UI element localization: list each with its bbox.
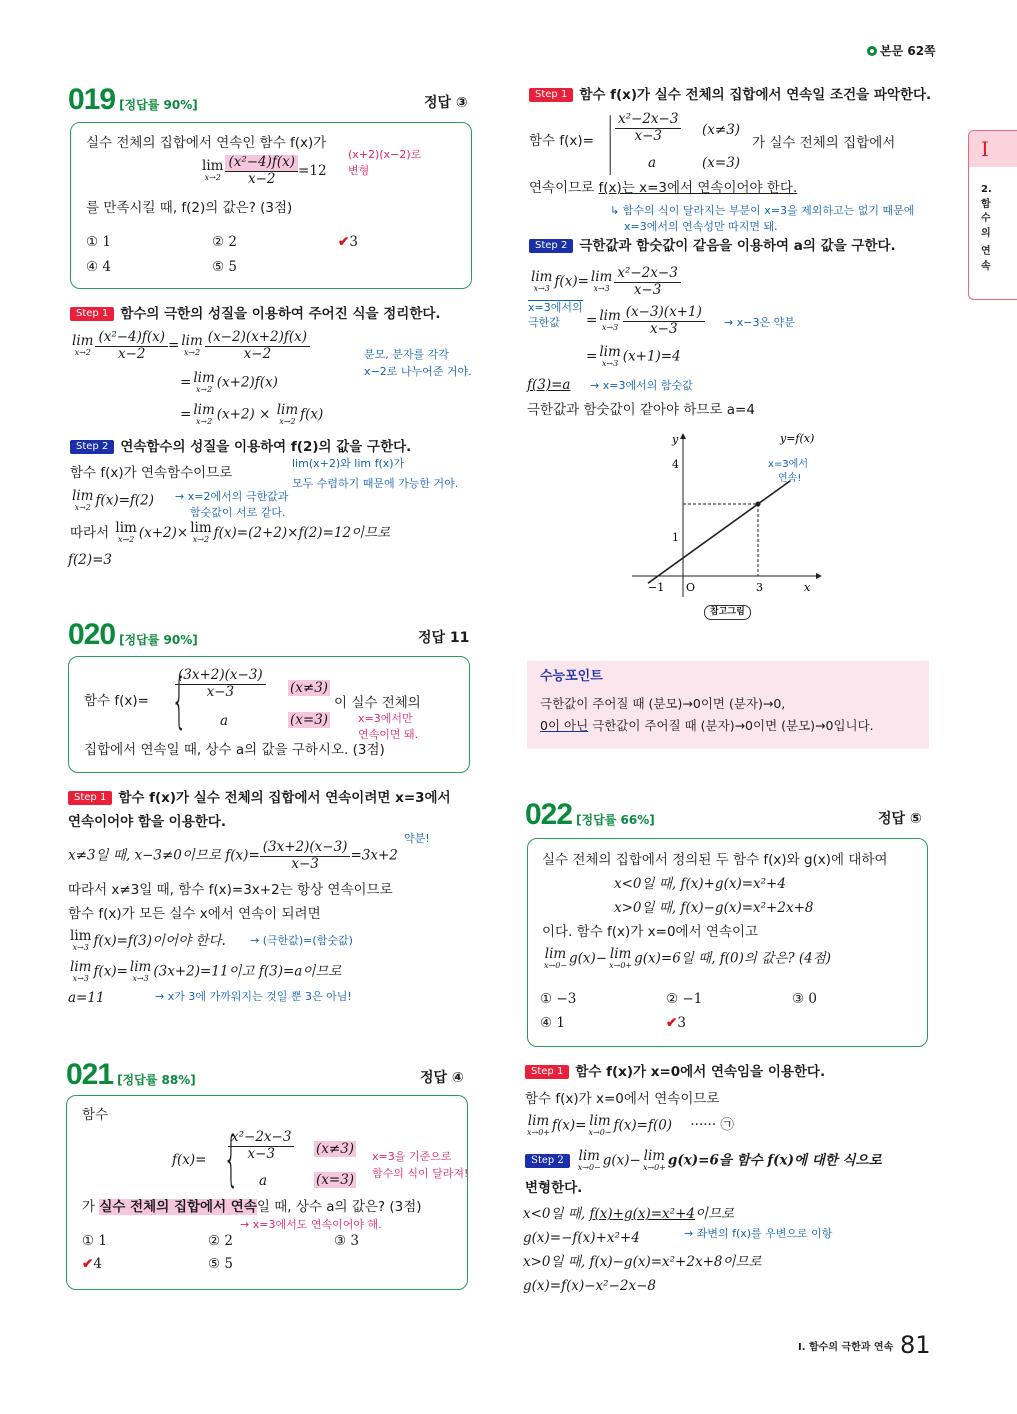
annotation: 모두 수렴하기 때문에 가능한 거야. xyxy=(292,477,459,490)
step1-heading: Step 1 함수 f(x)가 x=0에서 연속임을 이용한다. xyxy=(525,1064,825,1080)
check-icon: ✔ xyxy=(666,1015,678,1031)
x-axis-arrow xyxy=(816,573,822,579)
q019-header xyxy=(68,82,198,118)
step2-heading: Step 2 lim x→0− g(x)− lim x→0+ g(x)=6을 함수 f(x)에 대한 식으로 xyxy=(525,1150,882,1172)
tick-x-neg1: −1 xyxy=(648,581,665,594)
equation-line: lim x→2 f(x)=f(2) xyxy=(72,488,155,512)
solution-text: 함수 f(x)= xyxy=(529,133,594,149)
case-value: a xyxy=(259,1173,268,1189)
condition: (x=3) xyxy=(316,1172,355,1188)
equation-line: lim x→3 f(x)=f(3)이어야 한다. xyxy=(70,928,226,952)
equation-line: g(x)=−f(x)+x²+4 xyxy=(523,1230,640,1246)
brace: { xyxy=(171,666,187,736)
section-char: 속 xyxy=(981,260,991,272)
choice-5[interactable]: ⑤ 5 xyxy=(208,1256,233,1272)
choice-2[interactable]: ② −1 xyxy=(666,991,703,1007)
problem-text: x<0일 때, f(x)+g(x)=x²+4 xyxy=(614,876,786,892)
solution-text: 연속이므로 f(x)는 x=3에서 연속이어야 한다. xyxy=(529,180,798,196)
equation-line: x<0일 때, f(x)+g(x)=x²+4이므로 xyxy=(523,1206,735,1222)
curve-label: y=f(x) xyxy=(780,432,815,445)
solution-text: 극한값과 함숫값이 같아야 하므로 a=4 xyxy=(527,402,755,418)
section-char: 2. xyxy=(981,184,992,195)
case-fraction: $\frac{(3x+2)(x-3)}{x-3}$ xyxy=(175,668,266,700)
step2-heading: Step 2 연속함수의 성질을 이용하여 f(2)의 값을 구한다. xyxy=(70,439,411,455)
q020-header: 020 [정답률 90%] xyxy=(68,618,198,651)
condition: (x≠3) xyxy=(316,1141,355,1157)
problem-text: 이 실수 전체의 xyxy=(334,695,421,711)
step1-heading: Step 1 함수 f(x)가 실수 전체의 집합에서 연속이려면 x=3에서 xyxy=(68,790,451,806)
annotation: → x=3에서의 함숫값 xyxy=(590,379,693,392)
annotation: 연속! xyxy=(778,473,802,484)
equation-line: x≠3일 때, x−3≠0이므로 f(x)= $\frac{(3x+2)(x-3)}{x-3}$ =3x+2 xyxy=(68,839,398,872)
case-value: a xyxy=(220,713,229,729)
page-ref-text: 본문 62쪽 xyxy=(880,44,936,58)
equation-line: = lim x→3 (x+1)=4 xyxy=(586,344,681,368)
tick-y-1: 1 xyxy=(672,531,679,544)
function-line xyxy=(648,481,791,584)
equation-line: g(x)=f(x)−x²−2x−8 xyxy=(523,1278,656,1294)
condition: (x=3) xyxy=(702,155,741,171)
section-char: 의 xyxy=(981,227,991,239)
x-axis-label: x xyxy=(804,581,811,594)
solution-text: 함수 f(x)가 연속함수이므로 xyxy=(70,465,233,481)
equation-line: 따라서 lim x→2 (x+2)× lim x→2 f(x)=(2+2)×f(2)=12이므로 xyxy=(70,520,391,544)
point-3-4 xyxy=(756,502,761,507)
footer-chapter: I. 함수의 극한과 연속 xyxy=(798,1342,894,1353)
equation-line: = lim x→3 $\frac{(x-3)(x+1)}{x-3}$ xyxy=(586,305,705,337)
q022-problem-box xyxy=(527,838,928,1047)
problem-text: lim x→0− g(x)− lim x→0+ g(x)=6일 때, f(0)의 값은? (4점) xyxy=(544,946,832,970)
annotation: (x+2)(x−2)로 xyxy=(348,148,422,161)
choice-1[interactable]: ① 1 xyxy=(82,1233,107,1249)
case-fraction: $\frac{\text{x²−2x−3}}{x-3}$ xyxy=(228,1130,294,1162)
y-axis-arrow xyxy=(680,433,686,439)
equation-line: x>0일 때, f(x)−g(x)=x²+2x+8이므로 xyxy=(523,1254,762,1270)
choice-4[interactable]: ④ 1 xyxy=(540,1015,565,1031)
choice-1[interactable]: ① 1 xyxy=(86,234,111,250)
annotation: x−2로 나누어준 거야. xyxy=(364,365,472,378)
section-char: 수 xyxy=(981,213,991,224)
section-title xyxy=(969,167,1017,274)
check-icon: ✔ xyxy=(338,234,350,250)
annotation: lim(x+2)와 lim f(x)가 xyxy=(292,457,405,470)
equation-line: lim x→0+ f(x)= lim x→0− f(x)=f(0) ······ ㉠ xyxy=(527,1113,734,1137)
page-reference xyxy=(867,44,936,58)
annotation: → (극한값)=(함숫값) xyxy=(250,934,353,947)
equation-line: lim x→3 f(x)= lim x→3 $\frac{\text{x²−2x−3}}{x-3}$ xyxy=(529,266,681,298)
annotation: 변형 xyxy=(348,164,370,177)
annotation: ↳ 함수의 식이 달라지는 부분이 x=3을 제외하고는 없기 때문에 xyxy=(610,204,915,217)
question-number: 019 xyxy=(68,83,116,116)
q021-header: 021 [정답률 88%] xyxy=(66,1058,196,1091)
y-axis-label: y xyxy=(672,433,679,446)
answer-label: 정답 ⑤ xyxy=(878,811,922,827)
annotation: → x−3은 약분 xyxy=(724,316,795,329)
step2-heading-cont: 변형한다. xyxy=(525,1180,583,1196)
problem-text: 집합에서 연속일 때, 상수 a의 값을 구하시오. (3점) xyxy=(84,742,385,758)
case-fraction: $\frac{\text{x²−2x−3}}{x-3}$ xyxy=(615,112,681,144)
origin-label: O xyxy=(686,581,696,594)
step1-heading: Step 1 함수 f(x)가 실수 전체의 집합에서 연속일 조건을 파악한다. xyxy=(529,87,931,103)
choice-4-selected[interactable]: ✔4 xyxy=(82,1256,102,1272)
graph-caption: 참고그림 xyxy=(704,605,751,620)
annotation: 극한값 xyxy=(528,316,560,329)
answer-label: 정답 ④ xyxy=(420,1070,464,1086)
problem-text: 를 만족시킬 때, f(2)의 값은? (3점) xyxy=(86,200,293,216)
tick-x-3: 3 xyxy=(756,581,763,594)
annotation: x=3을 기준으로 xyxy=(372,1150,452,1163)
brace: { xyxy=(223,1124,239,1194)
annotation: x=3에서 xyxy=(768,459,808,470)
choice-4[interactable]: ④ 4 xyxy=(86,259,111,275)
check-icon: ✔ xyxy=(82,1256,94,1272)
correct-rate: [정답률 90%] xyxy=(119,98,198,112)
problem-text: 실수 전체의 집합에서 연속인 함수 f(x)가 xyxy=(86,135,327,151)
choice-3[interactable]: ③ 0 xyxy=(792,991,817,1007)
annotation: 분모, 분자를 각각 xyxy=(364,348,449,361)
equation-line: f(3)=a xyxy=(527,377,571,393)
section-char: 함 xyxy=(981,198,991,210)
equation-line: = lim x→2 (x+2)f(x) xyxy=(180,370,278,394)
page-number: 81 xyxy=(900,1331,931,1359)
tip-text: 0이 아닌 극한값이 주어질 때 (분자)→0이면 (분모)→0입니다. xyxy=(540,718,874,733)
brace: | xyxy=(606,106,614,176)
answer-label: 정답 11 xyxy=(418,630,470,646)
annotation: → x가 3에 가까워지는 것일 뿐 3은 아님! xyxy=(155,990,352,1003)
reference-graph xyxy=(620,425,840,600)
solution-text: 가 실수 전체의 집합에서 xyxy=(752,135,896,151)
final-answer: f(2)=3 xyxy=(68,552,113,568)
choice-5-selected[interactable]: ✔3 xyxy=(666,1015,686,1031)
choice-1[interactable]: ① −3 xyxy=(540,991,577,1007)
equation-line: lim x→2 $\frac{\text{(x²−4)f(x)}}{x-2}$ = lim x→2 $\frac{(x-2)(x+2)f(x)}{x-2}$ xyxy=(70,330,310,362)
problem-text: 함수 xyxy=(82,1107,109,1123)
limit-expression: lim x→2 $\frac{\text{(x²−4)f(x)}}{x-2}$ =12 xyxy=(202,154,327,187)
annotation: → x=3에서도 연속이어야 해. xyxy=(240,1218,382,1231)
tip-title: 수능포인트 xyxy=(540,669,603,684)
problem-text: 함수 f(x)= xyxy=(84,693,149,709)
condition: (x=3) xyxy=(290,712,329,728)
equation-line: lim x→3 f(x)= lim x→3 (3x+2)=11이고 f(3)=a이므로 xyxy=(70,959,342,983)
solution-text: 함수 f(x)가 x=0에서 연속이므로 xyxy=(525,1091,720,1107)
equation-line: = lim x→2 (x+2) × lim x→2 f(x) xyxy=(180,402,324,426)
final-answer: a=11 xyxy=(68,990,105,1006)
choice-2[interactable]: ② 2 xyxy=(212,234,237,250)
section-char: 연 xyxy=(981,246,991,257)
problem-text: 실수 전체의 집합에서 정의된 두 함수 f(x)와 g(x)에 대하여 xyxy=(542,852,888,868)
choice-2[interactable]: ② 2 xyxy=(208,1233,233,1249)
annotation: 연속이면 돼. xyxy=(358,728,419,741)
problem-text: 가 실수 전체의 집합에서 연속일 때, 상수 a의 값은? (3점) xyxy=(82,1199,422,1215)
choice-3[interactable]: ③ 3 xyxy=(334,1233,359,1249)
step1-heading-cont: 연속이어야 함을 이용한다. xyxy=(68,814,226,830)
step2-heading: Step 2 극한값과 함숫값이 같음을 이용하여 a의 값을 구한다. xyxy=(529,238,896,254)
choice-5[interactable]: ⑤ 5 xyxy=(212,259,237,275)
chapter-number: I xyxy=(969,131,1017,167)
function-label: f(x)= xyxy=(172,1152,207,1168)
annotation: x=3에서의 xyxy=(528,301,583,314)
tip-text: 극한값이 주어질 때 (분모)→0이면 (분자)→0, xyxy=(540,696,786,711)
tick-y-4: 4 xyxy=(672,458,679,471)
q021-problem-box xyxy=(66,1095,468,1290)
choice-3-selected[interactable]: ✔3 xyxy=(338,234,358,250)
annotation: 함숫값이 서로 같다. xyxy=(190,506,286,519)
problem-text: x>0일 때, f(x)−g(x)=x²+2x+8 xyxy=(614,900,814,916)
solution-text: 함수 f(x)가 모든 실수 x에서 연속이 되려면 xyxy=(68,906,321,922)
problem-text: 이다. 함수 f(x)가 x=0에서 연속이고 xyxy=(542,924,759,940)
chapter-tab xyxy=(968,130,1017,300)
annotation: → x=2에서의 극한값과 xyxy=(175,490,289,503)
annotation: 함수의 식이 달라져! xyxy=(372,1167,469,1180)
annotation: x=3에서의 연속성만 따지면 돼. xyxy=(624,220,778,233)
annotation: → 좌변의 f(x)를 우변으로 이항 xyxy=(684,1227,833,1240)
annotation: 약분! xyxy=(404,832,430,845)
condition: (x≠3) xyxy=(702,122,741,138)
circle-icon xyxy=(867,46,877,56)
answer-label: 정답 ③ xyxy=(424,95,468,111)
case-value: a xyxy=(648,155,657,171)
condition: (x≠3) xyxy=(290,680,329,696)
solution-text: 따라서 x≠3일 때, 함수 f(x)=3x+2는 항상 연속이므로 xyxy=(68,882,393,898)
annotation: x=3에서만 xyxy=(358,712,413,725)
step1-heading: Step 1 함수의 극한의 성질을 이용하여 주어진 식을 정리한다. xyxy=(70,306,441,322)
q022-header: 022 [정답률 66%] xyxy=(525,798,655,831)
